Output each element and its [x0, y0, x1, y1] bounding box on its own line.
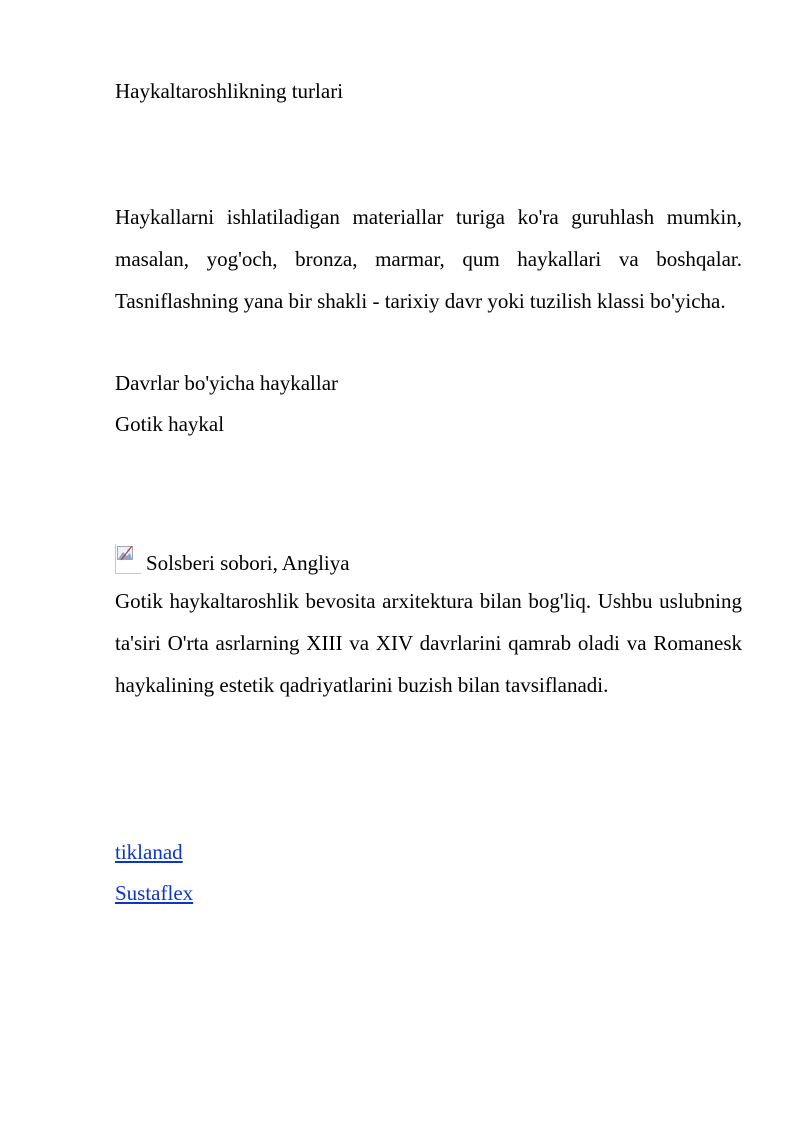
broken-image-icon [115, 544, 143, 576]
image-caption: Solsberi sobori, Angliya [146, 551, 350, 575]
section-heading-periods: Davrlar bo'yicha haykallar [115, 371, 339, 395]
paragraph-materials: Haykallarni ishlatiladigan materiallar turiga ko'ra guruhlash mumkin, masalan, yog'och, bronza, marmar, qum haykallari va boshqalar. Tasniflashning yana bir shakli - tarixiy davr yoki tuzilish klassi bo'yicha. [115, 205, 742, 313]
subsection-heading-gothic: Gotik haykal [115, 412, 225, 436]
link-tiklanad[interactable]: tiklanad [115, 840, 183, 864]
paragraph-gothic: Gotik haykaltaroshlik bevosita arxitektura bilan bog'liq. Ushbu uslubning ta'siri O'rta asrlarning XIII va XIV davrlarini qamrab oladi va Romanesk haykalining estetik qadriyatlarini buzish bilan tavsiflanadi. [115, 589, 742, 697]
link-sustaflex[interactable]: Sustaflex [115, 881, 194, 905]
image-caption-row [115, 544, 350, 578]
document-title: Haykaltaroshlikning turlari [115, 79, 344, 103]
